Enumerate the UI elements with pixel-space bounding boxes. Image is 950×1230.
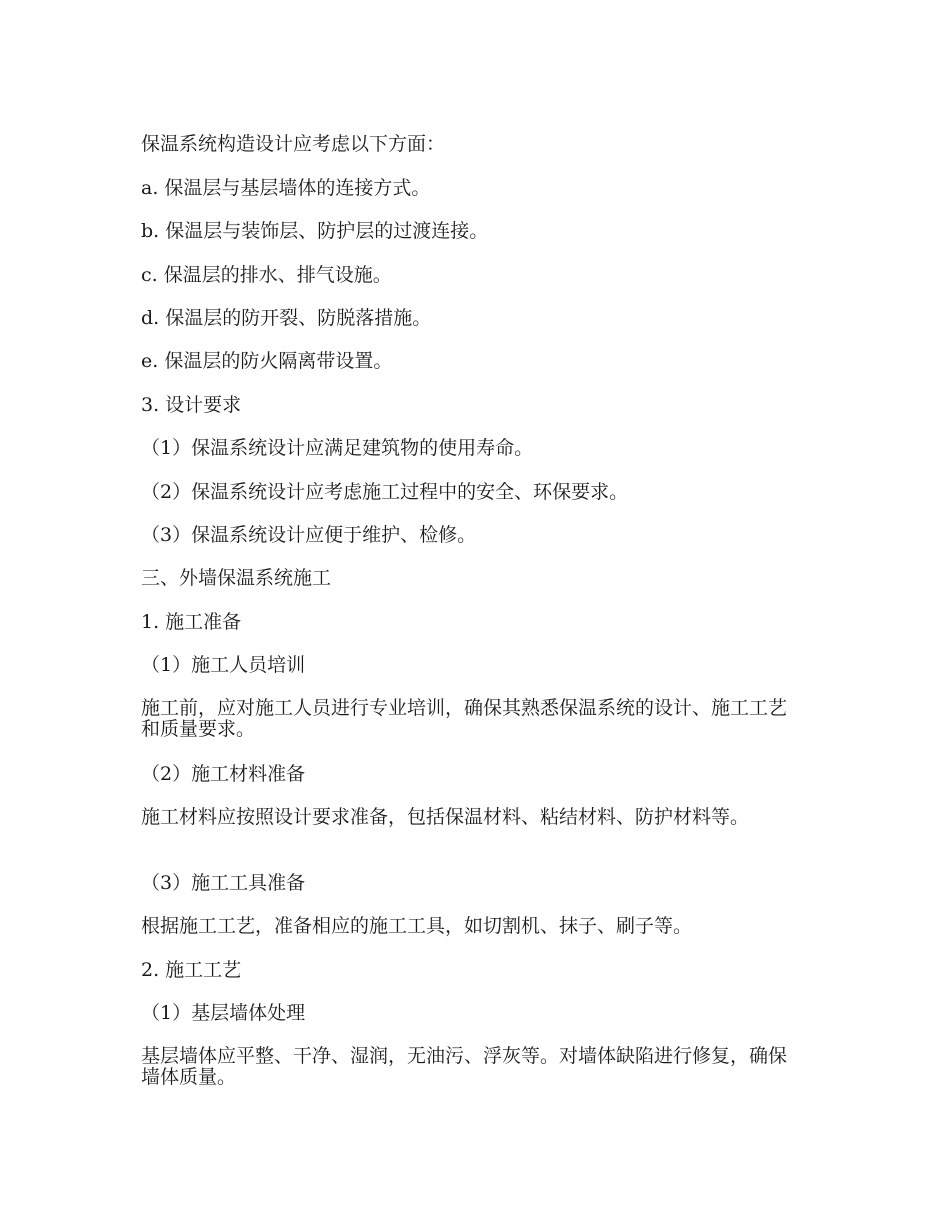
list-item-e: e. 保温层的防火隔离带设置。 (141, 350, 393, 372)
heading-process: 2. 施工工艺 (141, 959, 242, 981)
training-paragraph: 施工前，应对施工人员进行专业培训，确保其熟悉保温系统的设计、施工工艺和质量要求。 (141, 697, 788, 740)
subheading-wall-treatment: （1）基层墙体处理 (141, 1002, 306, 1024)
list-item-b: b. 保温层与装饰层、防护层的过渡连接。 (141, 220, 489, 242)
requirement-2: （2）保温系统设计应考虑施工过程中的安全、环保要求。 (141, 481, 629, 503)
list-item-a: a. 保温层与基层墙体的连接方式。 (141, 177, 431, 199)
subheading-tools: （3）施工工具准备 (141, 872, 306, 894)
list-item-c: c. 保温层的排水、排气设施。 (141, 264, 392, 286)
subheading-training: （1）施工人员培训 (141, 654, 306, 676)
intro-line: 保温系统构造设计应考虑以下方面： (141, 133, 446, 155)
wall-treatment-paragraph: 基层墙体应平整、干净、湿润，无油污、浮灰等。对墙体缺陷进行修复，确保墙体质量。 (141, 1045, 788, 1088)
heading-design-requirements: 3. 设计要求 (141, 394, 242, 416)
section-heading-construction: 三、外墙保温系统施工 (141, 567, 332, 589)
list-item-d: d. 保温层的防开裂、防脱落措施。 (141, 307, 432, 329)
requirement-3: （3）保温系统设计应便于维护、检修。 (141, 524, 477, 546)
tools-paragraph: 根据施工工艺，准备相应的施工工具，如切割机、抹子、刷子等。 (141, 915, 693, 937)
heading-preparation: 1. 施工准备 (141, 611, 242, 633)
requirement-1: （1）保温系统设计应满足建筑物的使用寿命。 (141, 437, 534, 459)
subheading-materials: （2）施工材料准备 (141, 763, 306, 785)
materials-paragraph: 施工材料应按照设计要求准备，包括保温材料、粘结材料、防护材料等。 (141, 806, 750, 828)
